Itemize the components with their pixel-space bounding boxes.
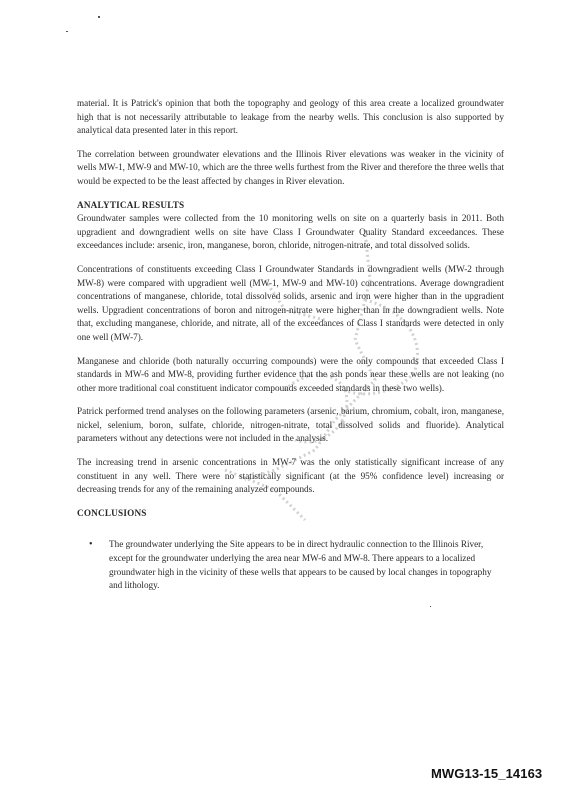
scan-speck: [66, 31, 68, 32]
scan-speck: [98, 16, 100, 18]
conclusion-text: The groundwater underlying the Site appears to be in direct hydraulic connection to the Illinois River, except for the groundwater underlying the area near MW-6 and MW-8. There appears to a localized groundwater high in the vicinity of these wells that appears to be caused by local changes in topography and lithology.: [109, 539, 492, 591]
paragraph-trend-analyses: Patrick performed trend analyses on the following parameters (arsenic, barium, chromium, cobalt, iron, manganese, nickel, selenium, boron, sulfate, chloride, nitrogen-nitrate, total dissolved solids and fluoride). Analytical parameters without any detections were not included in the analysis.: [77, 406, 504, 444]
paragraph-concentrations: Concentrations of constituents exceeding Class I Groundwater Standards in downgradient wells (MW-2 through MW-8) were compared with upgradient well (MW-1, MW-9 and MW-10) concentrations. Average downgradient concentrations of manganese, chloride, total dissolved solids, arsenic and iron were higher than in the upgradient wells. Upgradient concentrations of boron and nitrogen-nitrate were higher than in the downgradient wells. Note that, excluding manganese, chloride, and nitrate, all of the exceedances of Class I standards were detected in only one well (MW-7).: [77, 263, 504, 342]
paragraph-manganese-chloride: Manganese and chloride (both naturally occurring compounds) were the only compounds that exceeded Class I standards in MW-6 and MW-8, providing further evidence that the ash ponds near these wells are not leaking (no other more traditional coal constituent indicator compounds exceeded standards in these two wells).: [77, 355, 504, 393]
conclusions-list: [77, 538, 504, 592]
paragraph-topography-opinion: material. It is Patrick's opinion that both the topography and geology of this area create a localized groundwater high that is not necessarily attributable to leakage from the nearby wells. This conclusion is also supported by analytical data presented later in this report.: [77, 98, 504, 136]
paragraph-arsenic-trend: The increasing trend in arsenic concentrations in MW-7 was the only statistically significant increase of any constituent in any well. There were no statistically significant (at the 95% confidence level) increasing or decreasing trends for any of the remaining analyzed compounds.: [77, 457, 504, 495]
bates-number: MWG13-15_14163: [431, 766, 543, 781]
paragraph-river-correlation: The correlation between groundwater elevations and the Illinois River elevations was weaker in the vicinity of wells MW-1, MW-9 and MW-10, which are the three wells furthest from the River and therefore the three wells that would be expected to be the least affected by changes in River elevation.: [77, 148, 504, 186]
paragraph-sampling: Groundwater samples were collected from the 10 monitoring wells on site on a quarterly basis in 2011. Both upgradient and downgradient wells on site have Class I Groundwater Quality Standard exceedances. These exceedances include: arsenic, iron, manganese, boron, chloride, nitrogen-nitrate, and total dissolved solids.: [77, 213, 504, 251]
bullet-icon: •: [89, 539, 93, 551]
heading-analytical-results: ANALYTICAL RESULTS: [77, 199, 185, 210]
list-item: [77, 538, 504, 592]
heading-conclusions: CONCLUSIONS: [77, 507, 147, 518]
document-body: [77, 97, 504, 593]
scan-speck: [430, 606, 431, 607]
